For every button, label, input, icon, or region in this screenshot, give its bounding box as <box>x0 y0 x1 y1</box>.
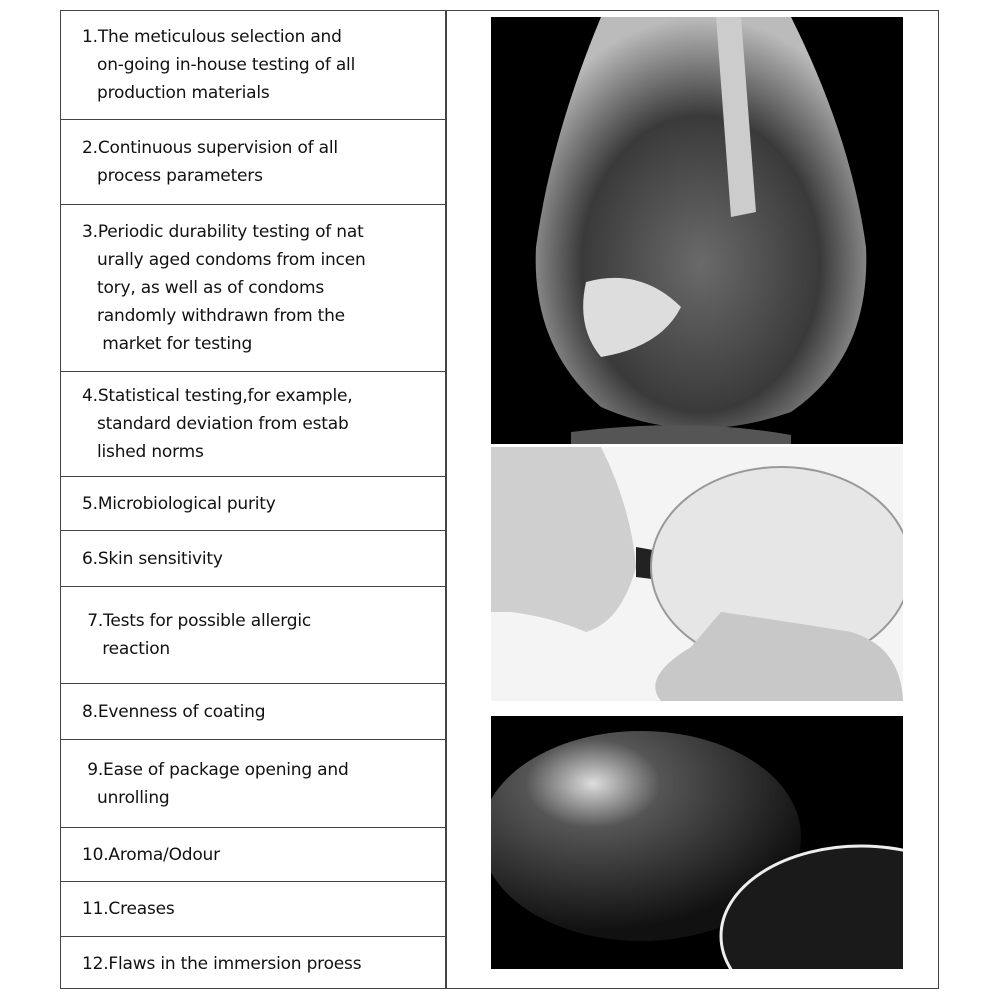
item-text-line: reaction <box>97 639 171 659</box>
item-text-line: on-going in-house testing of all <box>97 54 356 75</box>
list-item <box>60 587 445 684</box>
column-divider <box>445 10 447 989</box>
item-text-line: process parameters <box>97 166 263 186</box>
water-filled-balloon-photo <box>491 17 903 444</box>
item-text-line: 7.Tests for possible allergic <box>82 611 312 631</box>
item-text-line: production materials <box>97 82 270 103</box>
item-text-line: unrolling <box>97 787 170 808</box>
list-item <box>60 740 445 828</box>
list-item <box>60 120 445 205</box>
item-text-line: 5.Microbiological purity <box>82 493 276 514</box>
list-item <box>60 372 445 477</box>
gloved-hands-testing-photo <box>491 447 903 701</box>
list-item <box>60 10 445 120</box>
item-text-line: market for testing <box>97 334 253 354</box>
item-text-line: tory, as well as of condoms <box>97 278 325 298</box>
list-item <box>60 205 445 372</box>
list-item <box>60 531 445 587</box>
list-item <box>60 684 445 740</box>
list-item <box>60 828 445 882</box>
list-item <box>60 937 445 990</box>
item-text-line: 4.Statistical testing,for example, <box>82 386 353 406</box>
item-text-line: urally aged condoms from incen <box>97 250 366 270</box>
item-text-line: lished norms <box>97 442 204 462</box>
item-text-line: 12.Flaws in the immersion proess <box>82 953 362 974</box>
item-text-line: 6.Skin sensitivity <box>82 548 223 569</box>
item-text-line: 2.Continuous supervision of all <box>82 138 338 158</box>
list-item <box>60 882 445 937</box>
list-item <box>60 477 445 531</box>
inflated-latex-closeup-photo <box>491 716 903 969</box>
item-text-line: 9.Ease of package opening and <box>82 759 349 780</box>
item-text-line: 8.Evenness of coating <box>82 701 266 722</box>
item-text-line: 3.Periodic durability testing of nat <box>82 222 364 242</box>
item-text-line: 11.Creases <box>82 899 175 919</box>
item-text-line: randomly withdrawn from the <box>97 306 345 326</box>
item-text-line: 10.Aroma/Odour <box>82 844 220 865</box>
item-text-line: standard deviation from estab <box>97 414 349 434</box>
item-text-line: 1.The meticulous selection and <box>82 26 342 47</box>
